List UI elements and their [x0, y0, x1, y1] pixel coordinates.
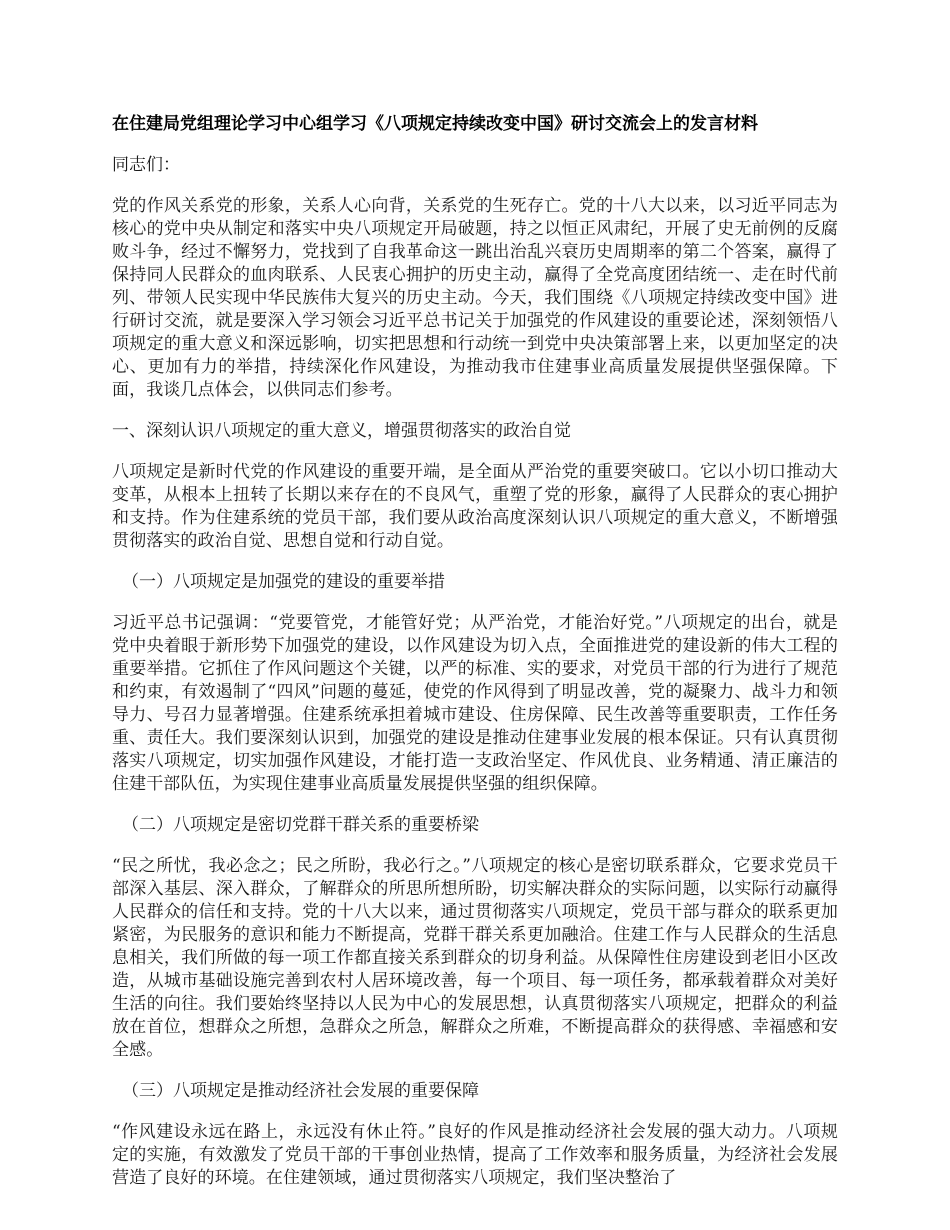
intro-paragraph: 党的作风关系党的形象，关系人心向背，关系党的生死存亡。党的十八大以来，以习近平同志为核心的党中央从制定和落实中央八项规定开局破题，持之以恒正风肃纪，开展了史无前例的反腐败斗争，经过不懈努力，党找到了自我革命这一跳出治乱兴衰历史周期率的第二个答案，赢得了保持同人民群众的血肉联系、人民衷心拥护的历史主动，赢得了全党高度团结统一、走在时代前列、带领人民实现中华民族伟大复兴的历史主动。今天，我们围绕《八项规定持续改变中国》进行研讨交流，就是要深入学习领会习近平总书记关于加强党的作风建设的重要论述，深刻领悟八项规定的重大意义和深远影响，切实把思想和行动统一到党中央决策部署上来，以更加坚定的决心、更加有力的举措，持续深化作风建设，为推动我市住建事业高质量发展提供坚强保障。下面，我谈几点体会，以供同志们参考。 — [112, 196, 838, 400]
subsection-1-2-paragraph: “民之所忧，我必念之；民之所盼，我必行之。”八项规定的核心是密切联系群众，它要求党员干部深入基层、深入群众，了解群众的所思所想所盼，切实解决群众的实际问题，以实际行动赢得人民群众的信任和支持。党的十八大以来，通过贯彻落实八项规定，党员干部与群众的联系更加紧密，为民服务的意识和能力不断提高，党群干群关系更加融洽。住建工作与人民群众的生活息息相关，我们所做的每一项工作都直接关系到群众的切身利益。从保障性住房建设到老旧小区改造，从城市基础设施完善到农村人居环境改善，每一个项目、每一项任务，都承载着群众对美好生活的向往。我们要始终坚持以人民为中心的发展思想，认真贯彻落实八项规定，把群众的利益放在首位，想群众之所想，急群众之所急，解群众之所难，不断提高群众的获得感、幸福感和安全感。 — [112, 856, 838, 1060]
salutation: 同志们： — [112, 155, 180, 175]
section-1-lead-paragraph: 八项规定是新时代党的作风建设的重要开端，是全面从严治党的重要突破口。它以小切口推动大变革，从根本上扭转了长期以来存在的不良风气，重塑了党的形象，赢得了人民群众的衷心拥护和支持。作为住建系统的党员干部，我们要从政治高度深刻认识八项规定的重大意义，不断增强贯彻落实的政治自觉、思想自觉和行动自觉。 — [112, 462, 838, 551]
subsection-heading-1-1: （一）八项规定是加强党的建设的重要举措 — [122, 572, 445, 592]
section-heading-1: 一、深刻认识八项规定的重大意义，增强贯彻落实的政治自觉 — [112, 421, 571, 441]
subsection-heading-1-2: （二）八项规定是密切党群干群关系的重要桥梁 — [122, 815, 479, 835]
page-title: 在住建局党组理论学习中心组学习《八项规定持续改变中国》研讨交流会上的发言材料 — [112, 114, 758, 134]
subsection-1-1-paragraph: 习近平总书记强调：“党要管党，才能管好党；从严治党，才能治好党。”八项规定的出台，就是党中央着眼于新形势下加强党的建设，以作风建设为切入点，全面推进党的建设新的伟大工程的重要举措。它抓住了作风问题这个关键，以严的标准、实的要求，对党员干部的行为进行了规范和约束，有效遏制了“四风”问题的蔓延，使党的作风得到了明显改善，党的凝聚力、战斗力和领导力、号召力显著增强。住建系统承担着城市建设、住房保障、民生改善等重要职责，工作任务重、责任大。我们要深刻认识到，加强党的建设是推动住建事业发展的根本保证。只有认真贯彻落实八项规定，切实加强作风建设，才能打造一支政治坚定、作风优良、业务精通、清正廉洁的住建干部队伍，为实现住建事业高质量发展提供坚强的组织保障。 — [112, 613, 838, 794]
subsection-heading-1-3: （三）八项规定是推动经济社会发展的重要保障 — [122, 1081, 479, 1101]
subsection-1-3-paragraph: “作风建设永远在路上，永远没有休止符。”良好的作风是推动经济社会发展的强大动力。八项规定的实施，有效激发了党员干部的干事创业热情，提高了工作效率和服务质量，为经济社会发展营造了良好的环境。在住建领域，通过贯彻落实八项规定，我们坚决整治了 — [112, 1122, 838, 1188]
